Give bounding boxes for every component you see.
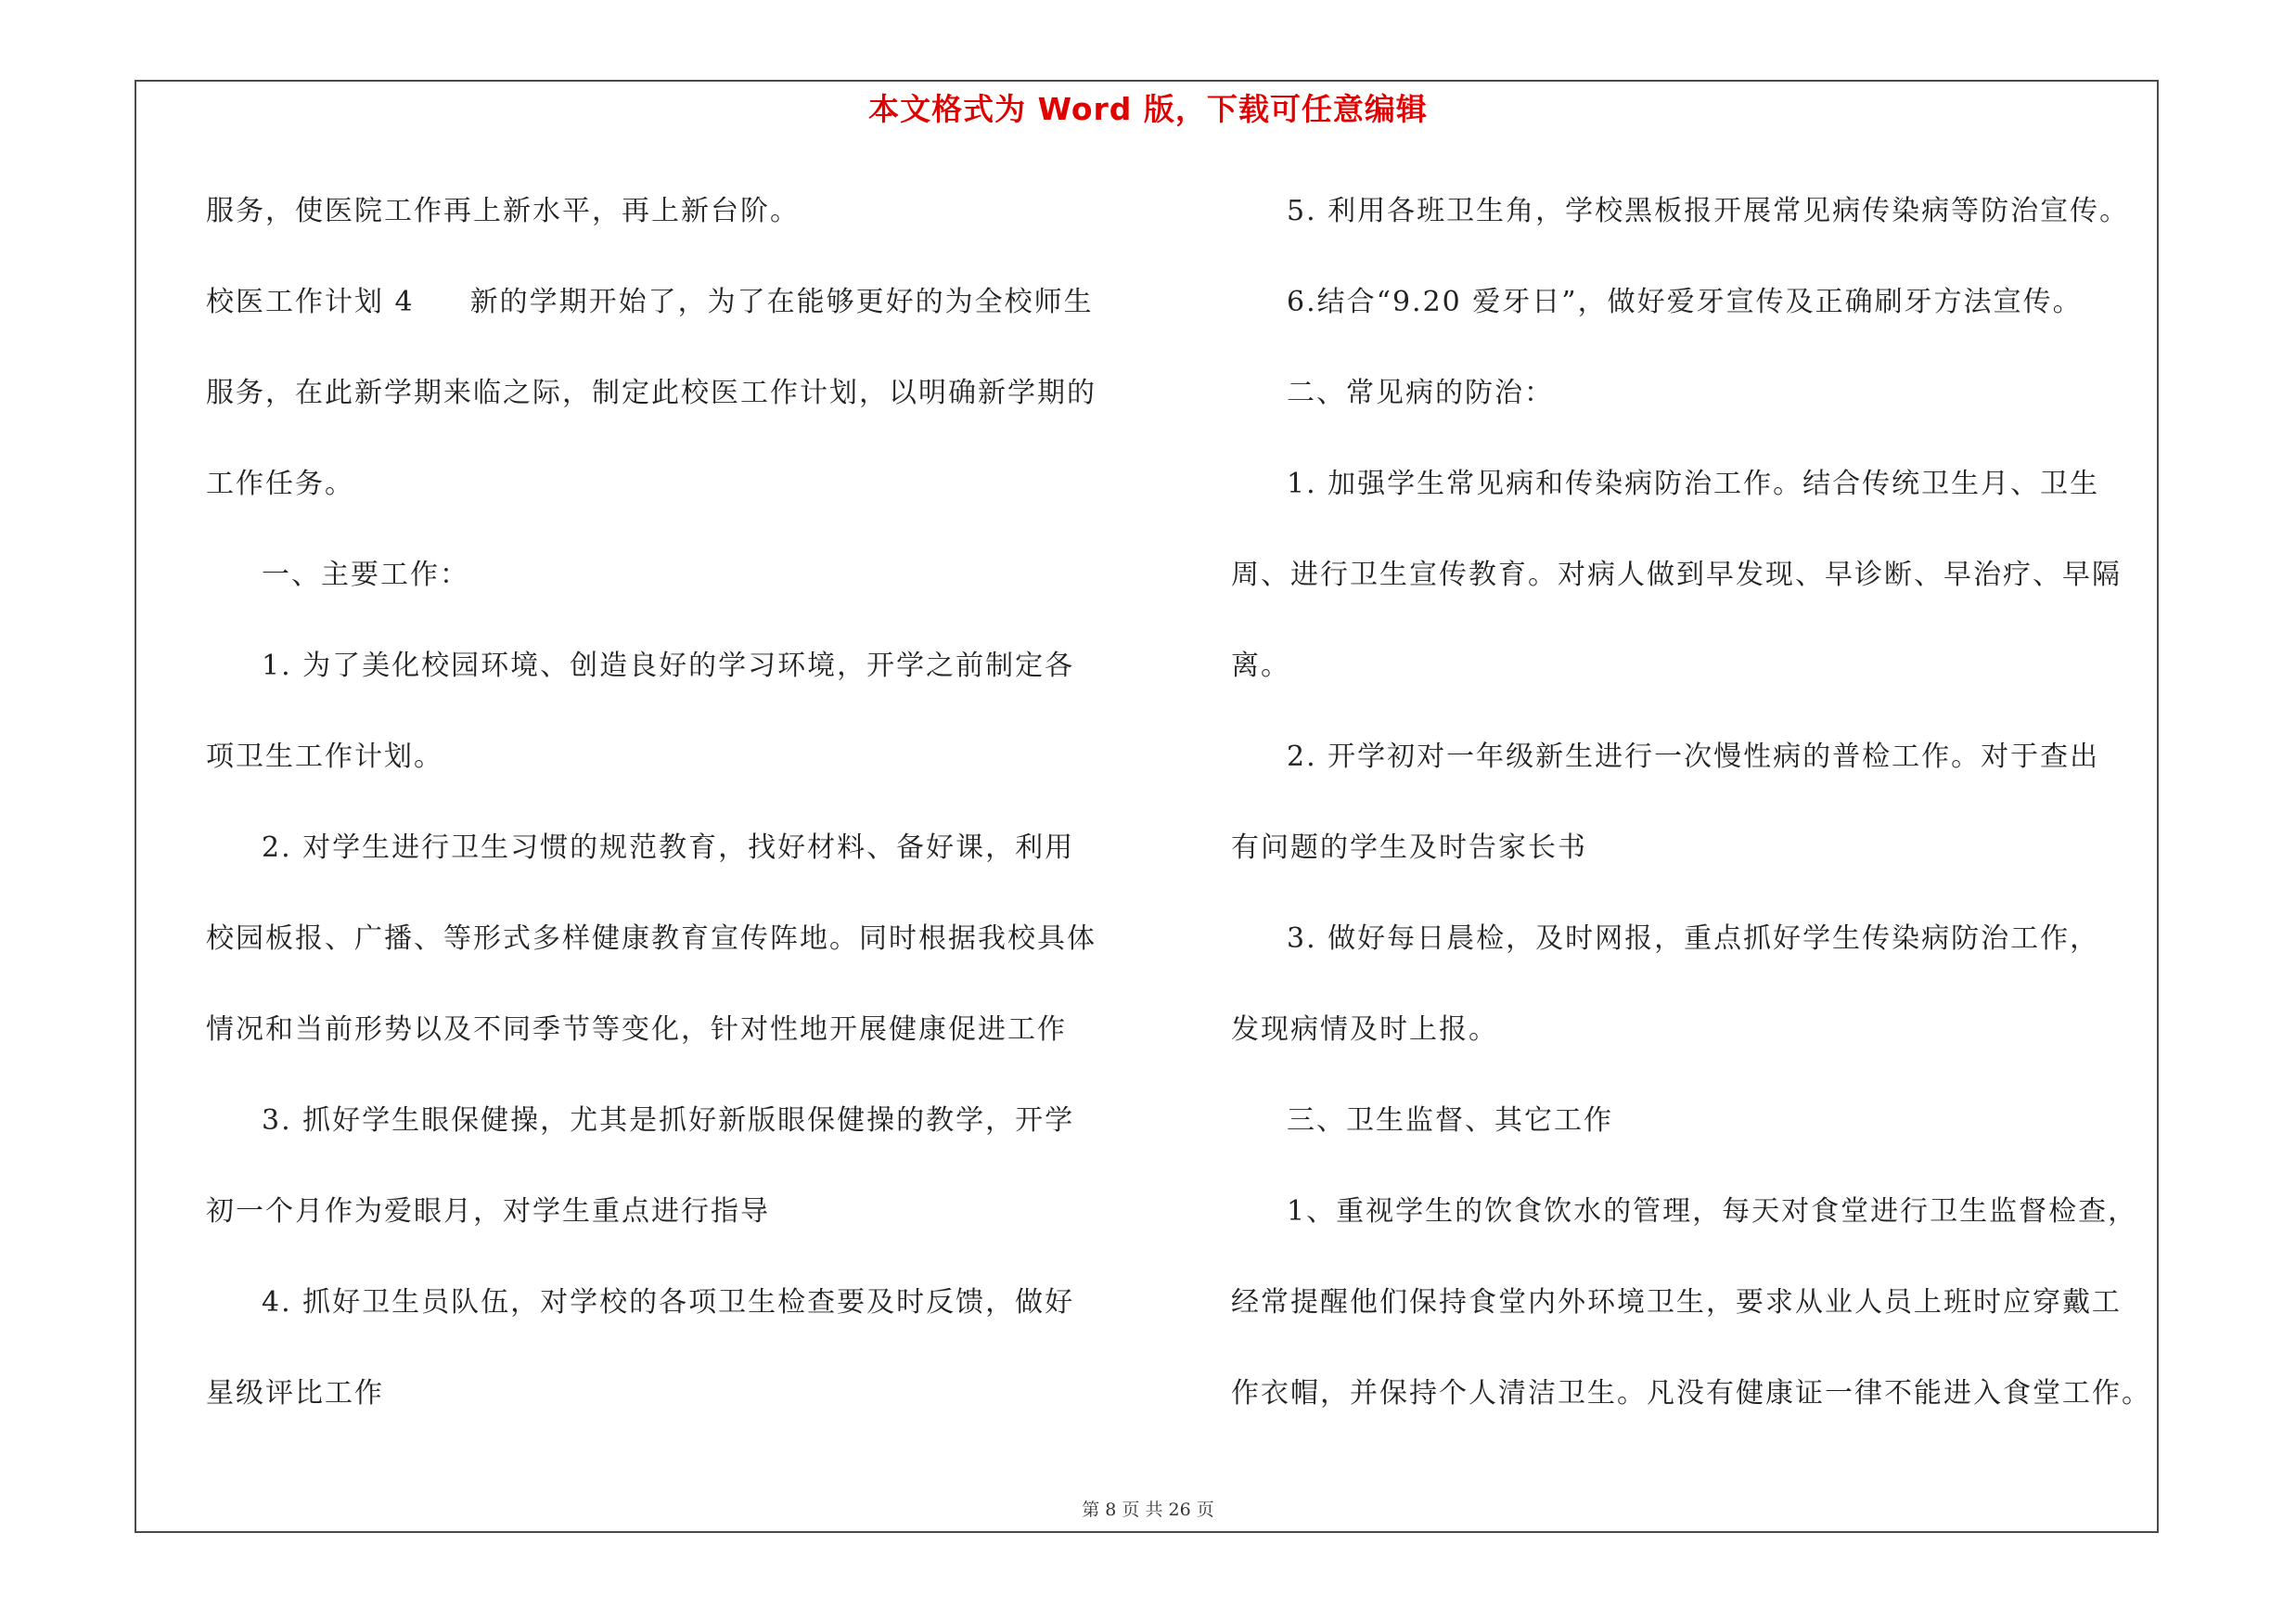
format-banner: 本文格式为 Word 版，下载可任意编辑: [868, 91, 1428, 127]
text-line: 1、重视学生的饮食饮水的管理，每天对食堂进行卫生监督检查，: [1287, 1195, 2138, 1228]
text-line: 1. 为了美化校园环境、创造良好的学习环境，开学之前制定各: [262, 650, 1075, 682]
text-line: 1. 加强学生常见病和传染病防治工作。结合传统卫生月、卫生: [1287, 468, 2100, 500]
section-heading: 一、主要工作：: [262, 559, 469, 591]
page-number: 第 8 页 共 26 页: [1082, 1500, 1214, 1520]
text-line: 发现病情及时上报。: [1231, 1013, 1498, 1046]
text-line: 5. 利用各班卫生角，学校黑板报开展常见病传染病等防治宣传。: [1287, 195, 2130, 227]
text-line: 6.结合“9.20 爱牙日”，做好爱牙宣传及正确刷牙方法宣传。: [1287, 286, 2083, 318]
text-line: 有问题的学生及时告家长书: [1231, 831, 1587, 864]
text-line: 初一个月作为爱眼月，对学生重点进行指导: [206, 1195, 770, 1228]
text-line: 校园板报、广播、等形式多样健康教育宣传阵地。同时根据我校具体: [206, 922, 1097, 955]
text-line: 经常提醒他们保持食堂内外环境卫生，要求从业人员上班时应穿戴工: [1231, 1286, 2122, 1319]
text-line: 2. 对学生进行卫生习惯的规范教育，找好材料、备好课，利用: [262, 831, 1075, 864]
text-line: 离。: [1231, 650, 1290, 682]
text-line: 情况和当前形势以及不同季节等变化，针对性地开展健康促进工作: [206, 1013, 1067, 1046]
text-line: 星级评比工作: [206, 1377, 384, 1410]
plan-intro: 新的学期开始了，为了在能够更好的为全校师生: [469, 286, 1094, 318]
section-heading: 二、常见病的防治：: [1287, 377, 1554, 409]
text-line: 3. 抓好学生眼保健操，尤其是抓好新版眼保健操的教学，开学: [262, 1104, 1075, 1137]
text-line: 4. 抓好卫生员队伍，对学校的各项卫生检查要及时反馈，做好: [262, 1286, 1075, 1319]
text-line: 2. 开学初对一年级新生进行一次慢性病的普检工作。对于查出: [1287, 741, 2100, 773]
text-line: 服务，在此新学期来临之际，制定此校医工作计划，以明确新学期的: [206, 377, 1097, 409]
plan-title: 校医工作计划 4: [206, 286, 415, 318]
text-line: 服务，使医院工作再上新水平，再上新台阶。: [206, 195, 800, 227]
right-column: [1231, 184, 2159, 1457]
text-line: 项卫生工作计划。: [206, 741, 443, 773]
left-column: [206, 184, 1134, 1457]
text-line: 周、进行卫生宣传教育。对病人做到早发现、早诊断、早治疗、早隔: [1231, 559, 2122, 591]
text-line: 工作任务。: [206, 468, 354, 500]
section-heading-line: [206, 275, 1134, 366]
section-heading: 三、卫生监督、其它工作: [1287, 1104, 1613, 1137]
text-line: 3. 做好每日晨检，及时网报，重点抓好学生传染病防治工作，: [1287, 922, 2100, 955]
text-line: 作衣帽，并保持个人清洁卫生。凡没有健康证一律不能进入食堂工作。: [1231, 1377, 2151, 1410]
